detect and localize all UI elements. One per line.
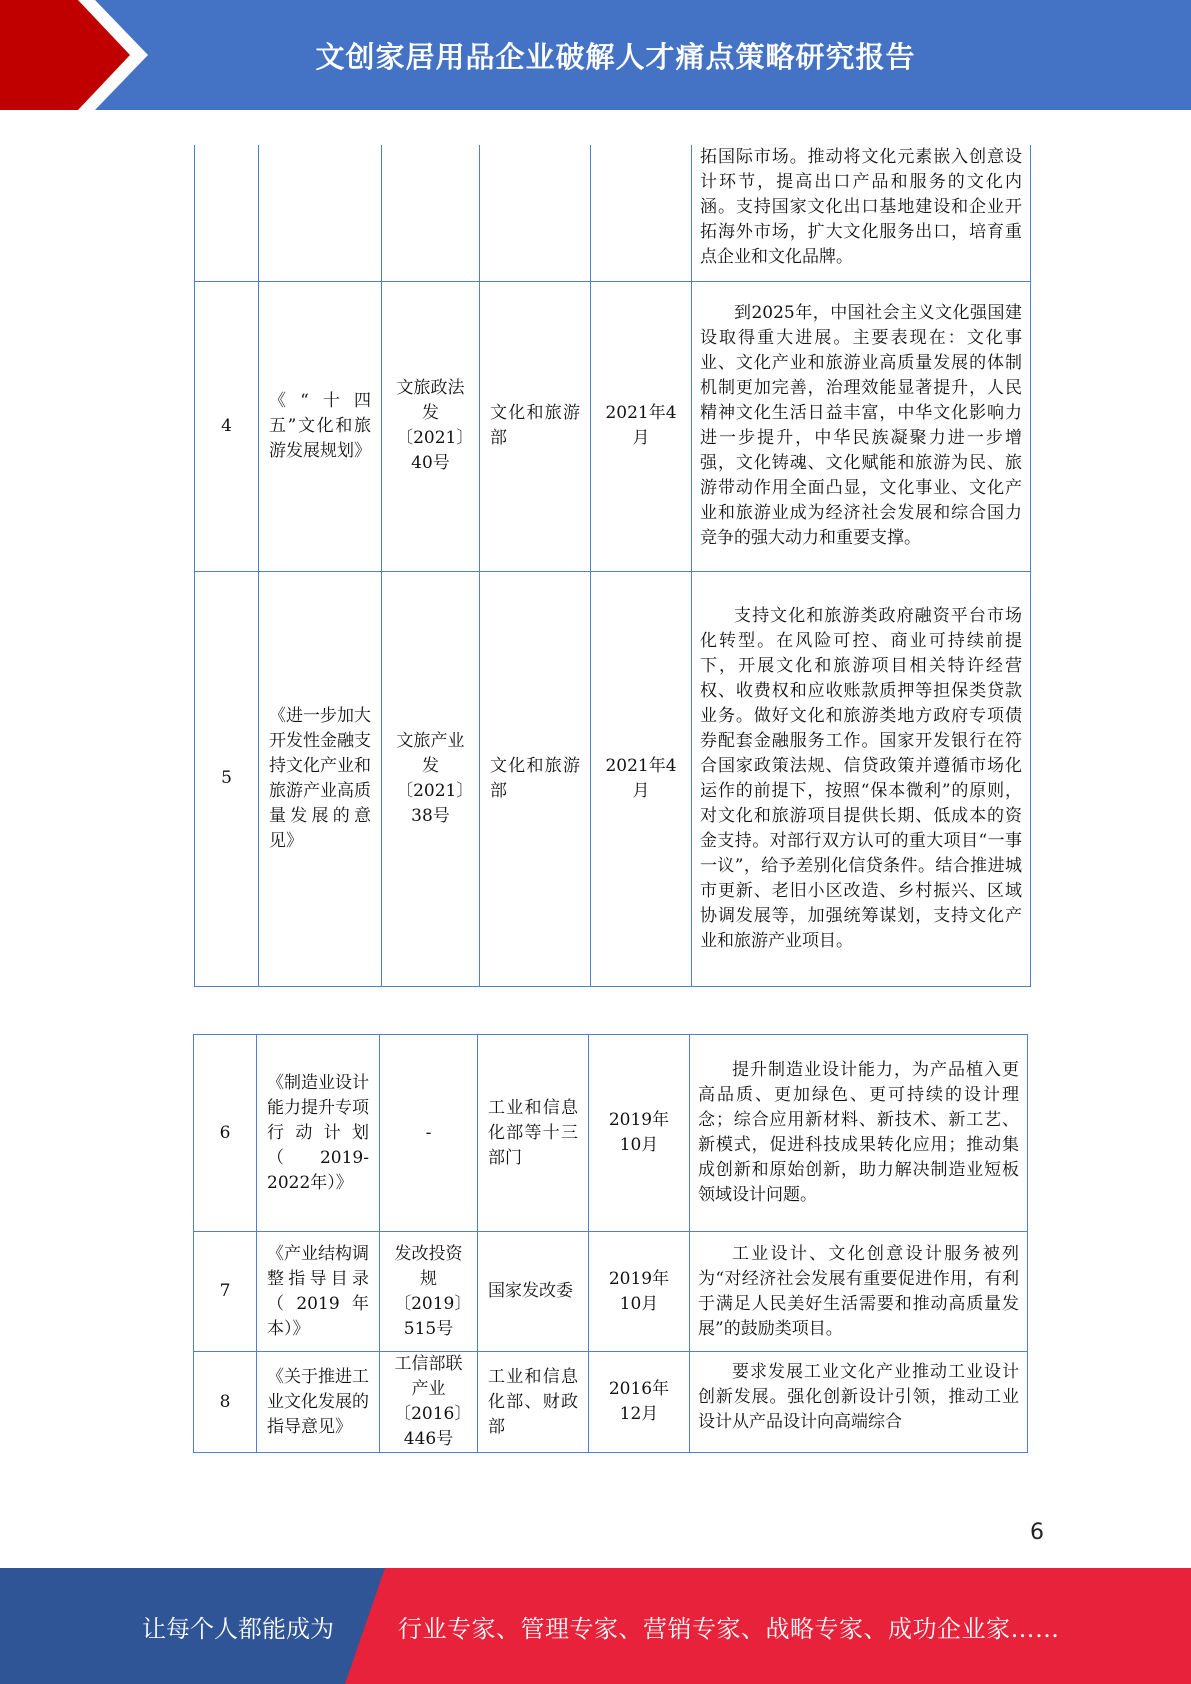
policy-name <box>259 145 382 281</box>
policy-name: 《“十四五”文化和旅游发展规划》 <box>259 281 382 571</box>
policy-name: 《关于推进工业文化发展的指导意见》 <box>257 1352 380 1453</box>
document-number: 工信部联产业〔2016〕446号 <box>380 1352 478 1453</box>
policy-content: 工业设计、文化创意设计服务被列为“对经济社会发展有重要促进作用，有利于满足人民美好生活需要和推动高质量发展”的鼓励类项目。 <box>690 1232 1028 1352</box>
policy-name: 《进一步加大开发性金融支持文化产业和旅游产业高质量发展的意见》 <box>259 571 382 986</box>
policy-content: 到2025年，中国社会主义文化强国建设取得重大进展。主要表现在：文化事业、文化产业和旅游业高质量发展的体制机制更加完善，治理效能显著提升，人民精神文化生活日益丰富，中华文化影响力进一步提升，中华民族凝聚力进一步增强，文化铸魂、文化赋能和旅游为民、旅游带动作用全面凸显，文化事业、文化产业和旅游业成为经济社会发展和综合国力竞争的强大动力和重要支撑。 <box>692 281 1031 571</box>
issuing-department: 文化和旅游部 <box>480 571 591 986</box>
row-number: 8 <box>194 1352 257 1453</box>
row-number <box>195 145 259 281</box>
row-number: 5 <box>195 571 259 986</box>
policy-content: 支持文化和旅游类政府融资平台市场化转型。在风险可控、商业可持续前提下，开展文化和旅游项目相关特许经营权、收费权和应收账款质押等担保类贷款业务。做好文化和旅游类地方政府专项债券配套金融服务工作。国家开发银行在符合国家政策法规、信贷政策并遵循市场化运作的前提下，按照“保本微利”的原则，对文化和旅游项目提供长期、低成本的资金支持。对部行双方认可的重大项目“一事一议”，给予差别化信贷条件。结合推进城市更新、老旧小区改造、乡村振兴、区域协调发展等，加强统筹谋划，支持文化产业和旅游产业项目。 <box>692 571 1031 986</box>
policy-table-part-2 <box>193 1034 1028 1453</box>
policy-name: 《产业结构调整指导目录（2019年本）》 <box>257 1232 380 1352</box>
table-row <box>195 145 1031 281</box>
table-row <box>195 281 1031 571</box>
table-row <box>194 1232 1028 1352</box>
issuing-department: 工业和信息化部等十三部门 <box>478 1035 589 1232</box>
document-number: 文旅产业发〔2021〕38号 <box>382 571 480 986</box>
table-row <box>194 1035 1028 1232</box>
issue-date: 2021年4月 <box>591 281 692 571</box>
issuing-department: 工业和信息化部、财政部 <box>478 1352 589 1453</box>
table-row <box>195 571 1031 986</box>
row-number: 6 <box>194 1035 257 1232</box>
issue-date: 2019年10月 <box>589 1035 690 1232</box>
issue-date: 2016年12月 <box>589 1352 690 1453</box>
policy-content: 要求发展工业文化产业推动工业设计创新发展。强化创新设计引领，推动工业设计从产品设计向高端综合 <box>690 1352 1028 1453</box>
issuing-department: 文化和旅游部 <box>480 281 591 571</box>
document-number: 文旅政法发〔2021〕40号 <box>382 281 480 571</box>
policy-name: 《制造业设计能力提升专项行动计划（2019-2022年）》 <box>257 1035 380 1232</box>
page-footer <box>0 1568 1191 1684</box>
page-number: 6 <box>1030 1520 1044 1545</box>
issue-date: 2019年10月 <box>589 1232 690 1352</box>
document-number: 发改投资规〔2019〕515号 <box>380 1232 478 1352</box>
row-number: 4 <box>195 281 259 571</box>
policy-content: 提升制造业设计能力，为产品植入更高品质、更加绿色、更可持续的设计理念；综合应用新材料、新技术、新工艺、新模式，促进科技成果转化应用；推动集成创新和原始创新，助力解决制造业短板领域设计问题。 <box>690 1035 1028 1232</box>
issuing-department <box>480 145 591 281</box>
row-number: 7 <box>194 1232 257 1352</box>
table-row <box>194 1352 1028 1453</box>
issuing-department: 国家发改委 <box>478 1232 589 1352</box>
page-header <box>0 0 1191 110</box>
footer-slogan-right: 行业专家、管理专家、营销专家、战略专家、成功企业家…… <box>398 1614 1060 1643</box>
policy-content: 拓国际市场。推动将文化元素嵌入创意设计环节，提高出口产品和服务的文化内涵。支持国家文化出口基地建设和企业开拓海外市场，扩大文化服务出口，培育重点企业和文化品牌。 <box>692 145 1031 281</box>
policy-table-part-1 <box>194 145 1031 987</box>
issue-date: 2021年4月 <box>591 571 692 986</box>
document-number <box>382 145 480 281</box>
document-number: - <box>380 1035 478 1232</box>
issue-date <box>591 145 692 281</box>
document-title: 文创家居用品企业破解人才痛点策略研究报告 <box>315 39 916 74</box>
footer-slogan-left: 让每个人都能成为 <box>142 1614 334 1643</box>
header-arrow-decoration <box>0 0 160 110</box>
